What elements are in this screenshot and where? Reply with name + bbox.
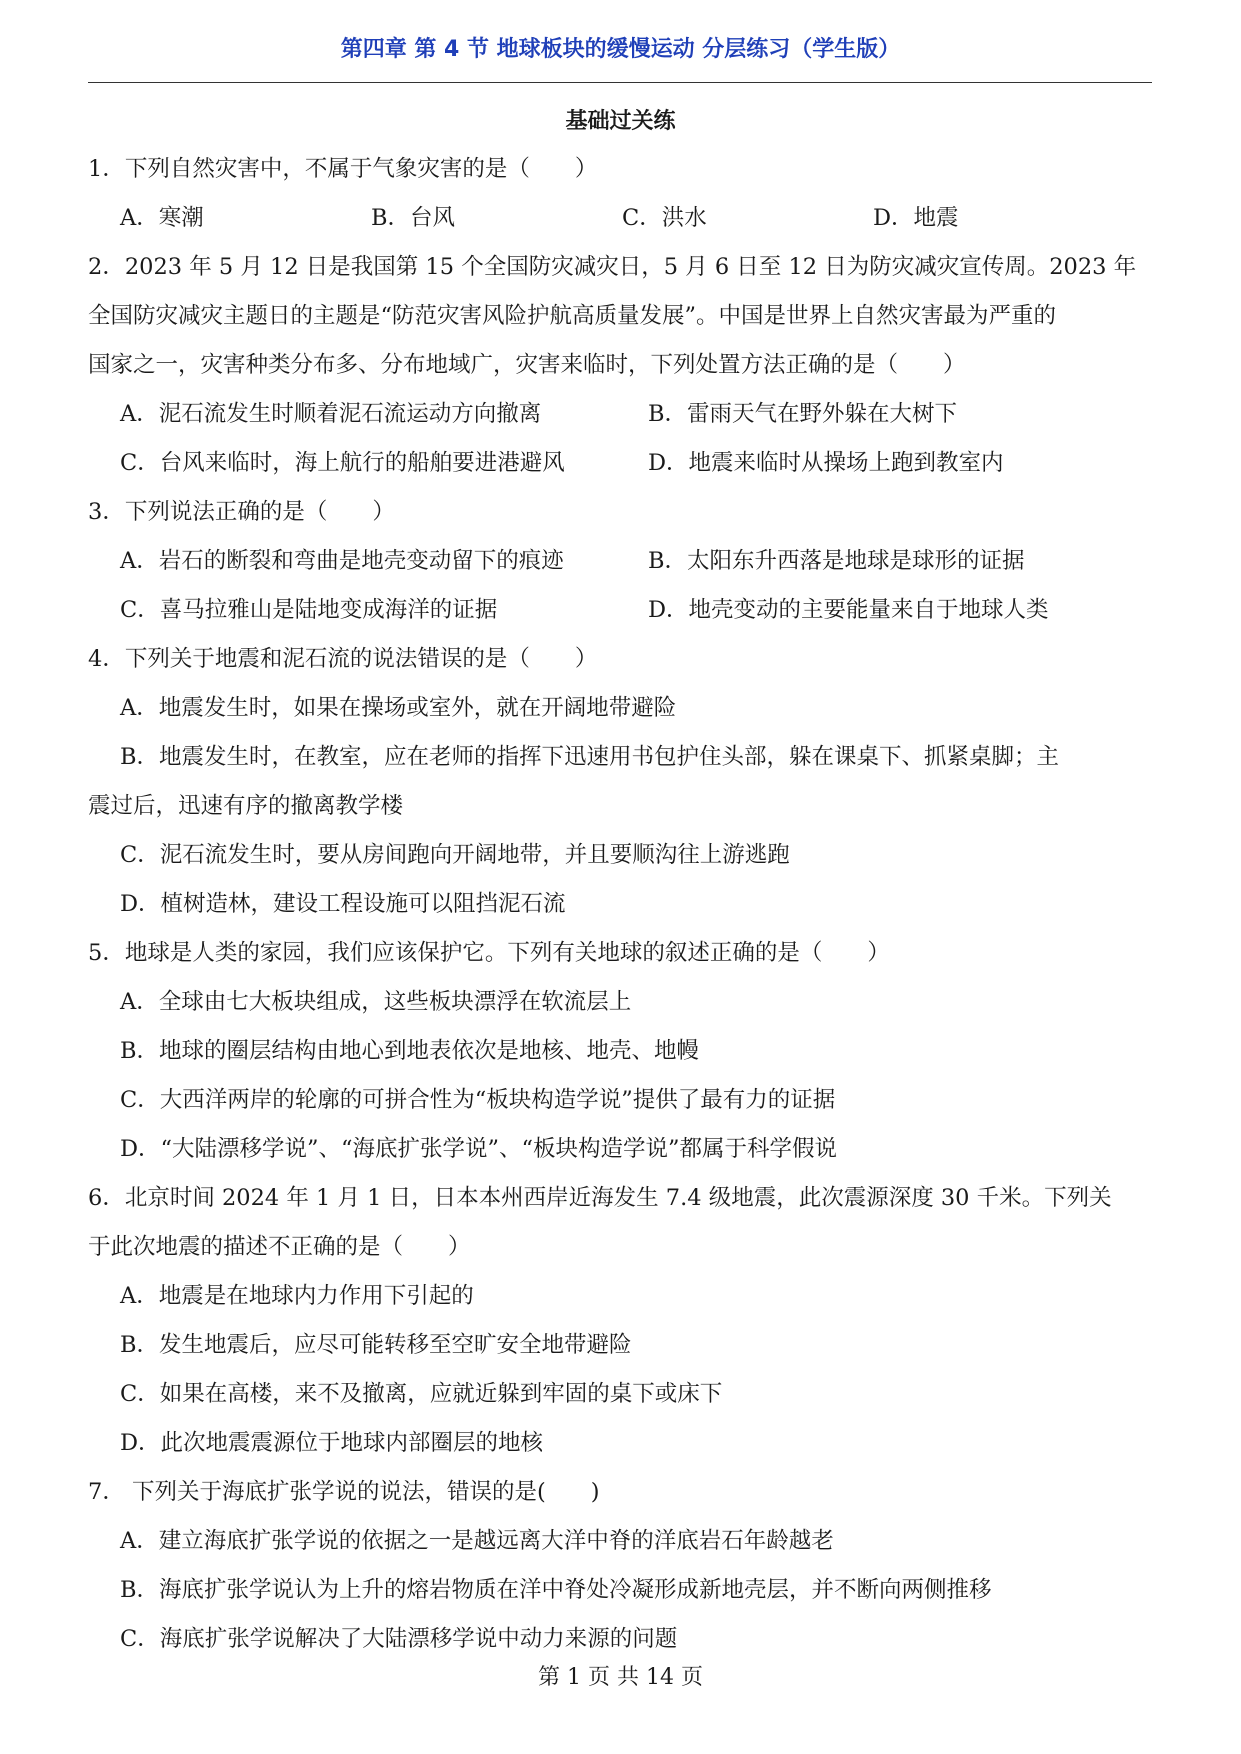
option-d: D．“大陆漂移学说”、“海底扩张学说”、“板块构造学说”都属于科学假说: [120, 1136, 838, 1162]
options-row: [88, 439, 1168, 488]
option-c: C．喜马拉雅山是陆地变成海洋的证据: [120, 597, 498, 623]
options-row: [88, 537, 1168, 586]
question-stem: 3．下列说法正确的是（ ）: [88, 499, 395, 525]
option-d: D．此次地震震源位于地球内部圈层的地核: [120, 1430, 544, 1456]
option-c: C．台风来临时，海上航行的船舶要进港避风: [120, 450, 565, 476]
option-d: D．植树造林，建设工程设施可以阻挡泥石流: [120, 891, 566, 917]
document-header-title: 第四章 第 4 节 地球板块的缓慢运动 分层练习（学生版）: [340, 37, 901, 62]
question-stem: 4．下列关于地震和泥石流的说法错误的是（ ）: [88, 646, 598, 672]
option-b: B．太阳东升西落是地球是球形的证据: [648, 548, 1025, 574]
question-stem-line: 2．2023 年 5 月 12 日是我国第 15 个全国防灾减灾日，5 月 6 日至 12 日为防灾减灾宣传周。2023 年: [88, 254, 1137, 280]
option-d: D．地震来临时从操场上跑到教室内: [648, 450, 1004, 476]
option-a: A．建立海底扩张学说的依据之一是越远离大洋中脊的洋底岩石年龄越老: [120, 1528, 834, 1554]
options-row: [88, 194, 1168, 243]
option-b: B．海底扩张学说认为上升的熔岩物质在洋中脊处冷凝形成新地壳层，并不断向两侧推移: [120, 1577, 992, 1603]
option-c: C．洪水: [622, 205, 707, 231]
option-a: A．泥石流发生时顺着泥石流运动方向撤离: [120, 401, 542, 427]
section-title: 基础过关练: [565, 109, 676, 134]
question-stem: 1．下列自然灾害中，不属于气象灾害的是（ ）: [88, 156, 598, 182]
option-a: A．地震发生时，如果在操场或室外，就在开阔地带避险: [120, 695, 677, 721]
option-c: C．大西洋两岸的轮廓的可拼合性为“板块构造学说”提供了最有力的证据: [120, 1087, 836, 1113]
question-stem-line: 全国防灾减灾主题日的主题是“防范灾害风险护航高质量发展”。中国是世界上自然灾害最为严重的: [88, 303, 1057, 329]
question-stem: 5．地球是人类的家园，我们应该保护它。下列有关地球的叙述正确的是（ ）: [88, 940, 890, 966]
option-b: B．台风: [371, 205, 456, 231]
option-a: A．地震是在地球内力作用下引起的: [120, 1283, 474, 1309]
option-c: C．如果在高楼，来不及撤离，应就近躲到牢固的桌下或床下: [120, 1381, 723, 1407]
question-3: [88, 488, 1168, 635]
question-7: [88, 1468, 1168, 1664]
option-c: C．海底扩张学说解决了大陆漂移学说中动力来源的问题: [120, 1626, 678, 1652]
option-b-continued: 震过后，迅速有序的撤离教学楼: [88, 793, 404, 819]
option-b: B．地震发生时，在教室，应在老师的指挥下迅速用书包护住头部，躲在课桌下、抓紧桌脚；主: [120, 744, 1060, 770]
page-number-footer: 第 1 页 共 14 页: [538, 1665, 703, 1690]
options-row: [88, 390, 1168, 439]
options-row: [88, 586, 1168, 635]
option-a: A．寒潮: [120, 205, 204, 231]
question-stem: 7． 下列关于海底扩张学说的说法，错误的是( ): [88, 1479, 600, 1505]
question-1: [88, 145, 1168, 243]
question-stem-line: 国家之一，灾害种类分布多、分布地域广，灾害来临时，下列处置方法正确的是（ ）: [88, 352, 966, 378]
option-c: C．泥石流发生时，要从房间跑向开阔地带，并且要顺沟往上游逃跑: [120, 842, 790, 868]
question-2: [88, 243, 1168, 488]
option-d: D．地壳变动的主要能量来自于地球人类: [648, 597, 1049, 623]
option-a: A．岩石的断裂和弯曲是地壳变动留下的痕迹: [120, 548, 564, 574]
question-list: [88, 145, 1168, 1664]
header-divider: [88, 82, 1152, 83]
option-b: B．发生地震后，应尽可能转移至空旷安全地带避险: [120, 1332, 632, 1358]
question-5: [88, 929, 1168, 1174]
option-a: A．全球由七大板块组成，这些板块漂浮在软流层上: [120, 989, 632, 1015]
option-b: B．地球的圈层结构由地心到地表依次是地核、地壳、地幔: [120, 1038, 700, 1064]
question-stem-line: 6．北京时间 2024 年 1 月 1 日，日本本州西岸近海发生 7.4 级地震，此次震源深度 30 千米。下列关: [88, 1185, 1112, 1211]
option-b: B．雷雨天气在野外躲在大树下: [648, 401, 958, 427]
question-stem-line: 于此次地震的描述不正确的是（ ）: [88, 1234, 471, 1260]
question-6: [88, 1174, 1168, 1468]
option-d: D．地震: [873, 205, 959, 231]
question-4: [88, 635, 1168, 929]
